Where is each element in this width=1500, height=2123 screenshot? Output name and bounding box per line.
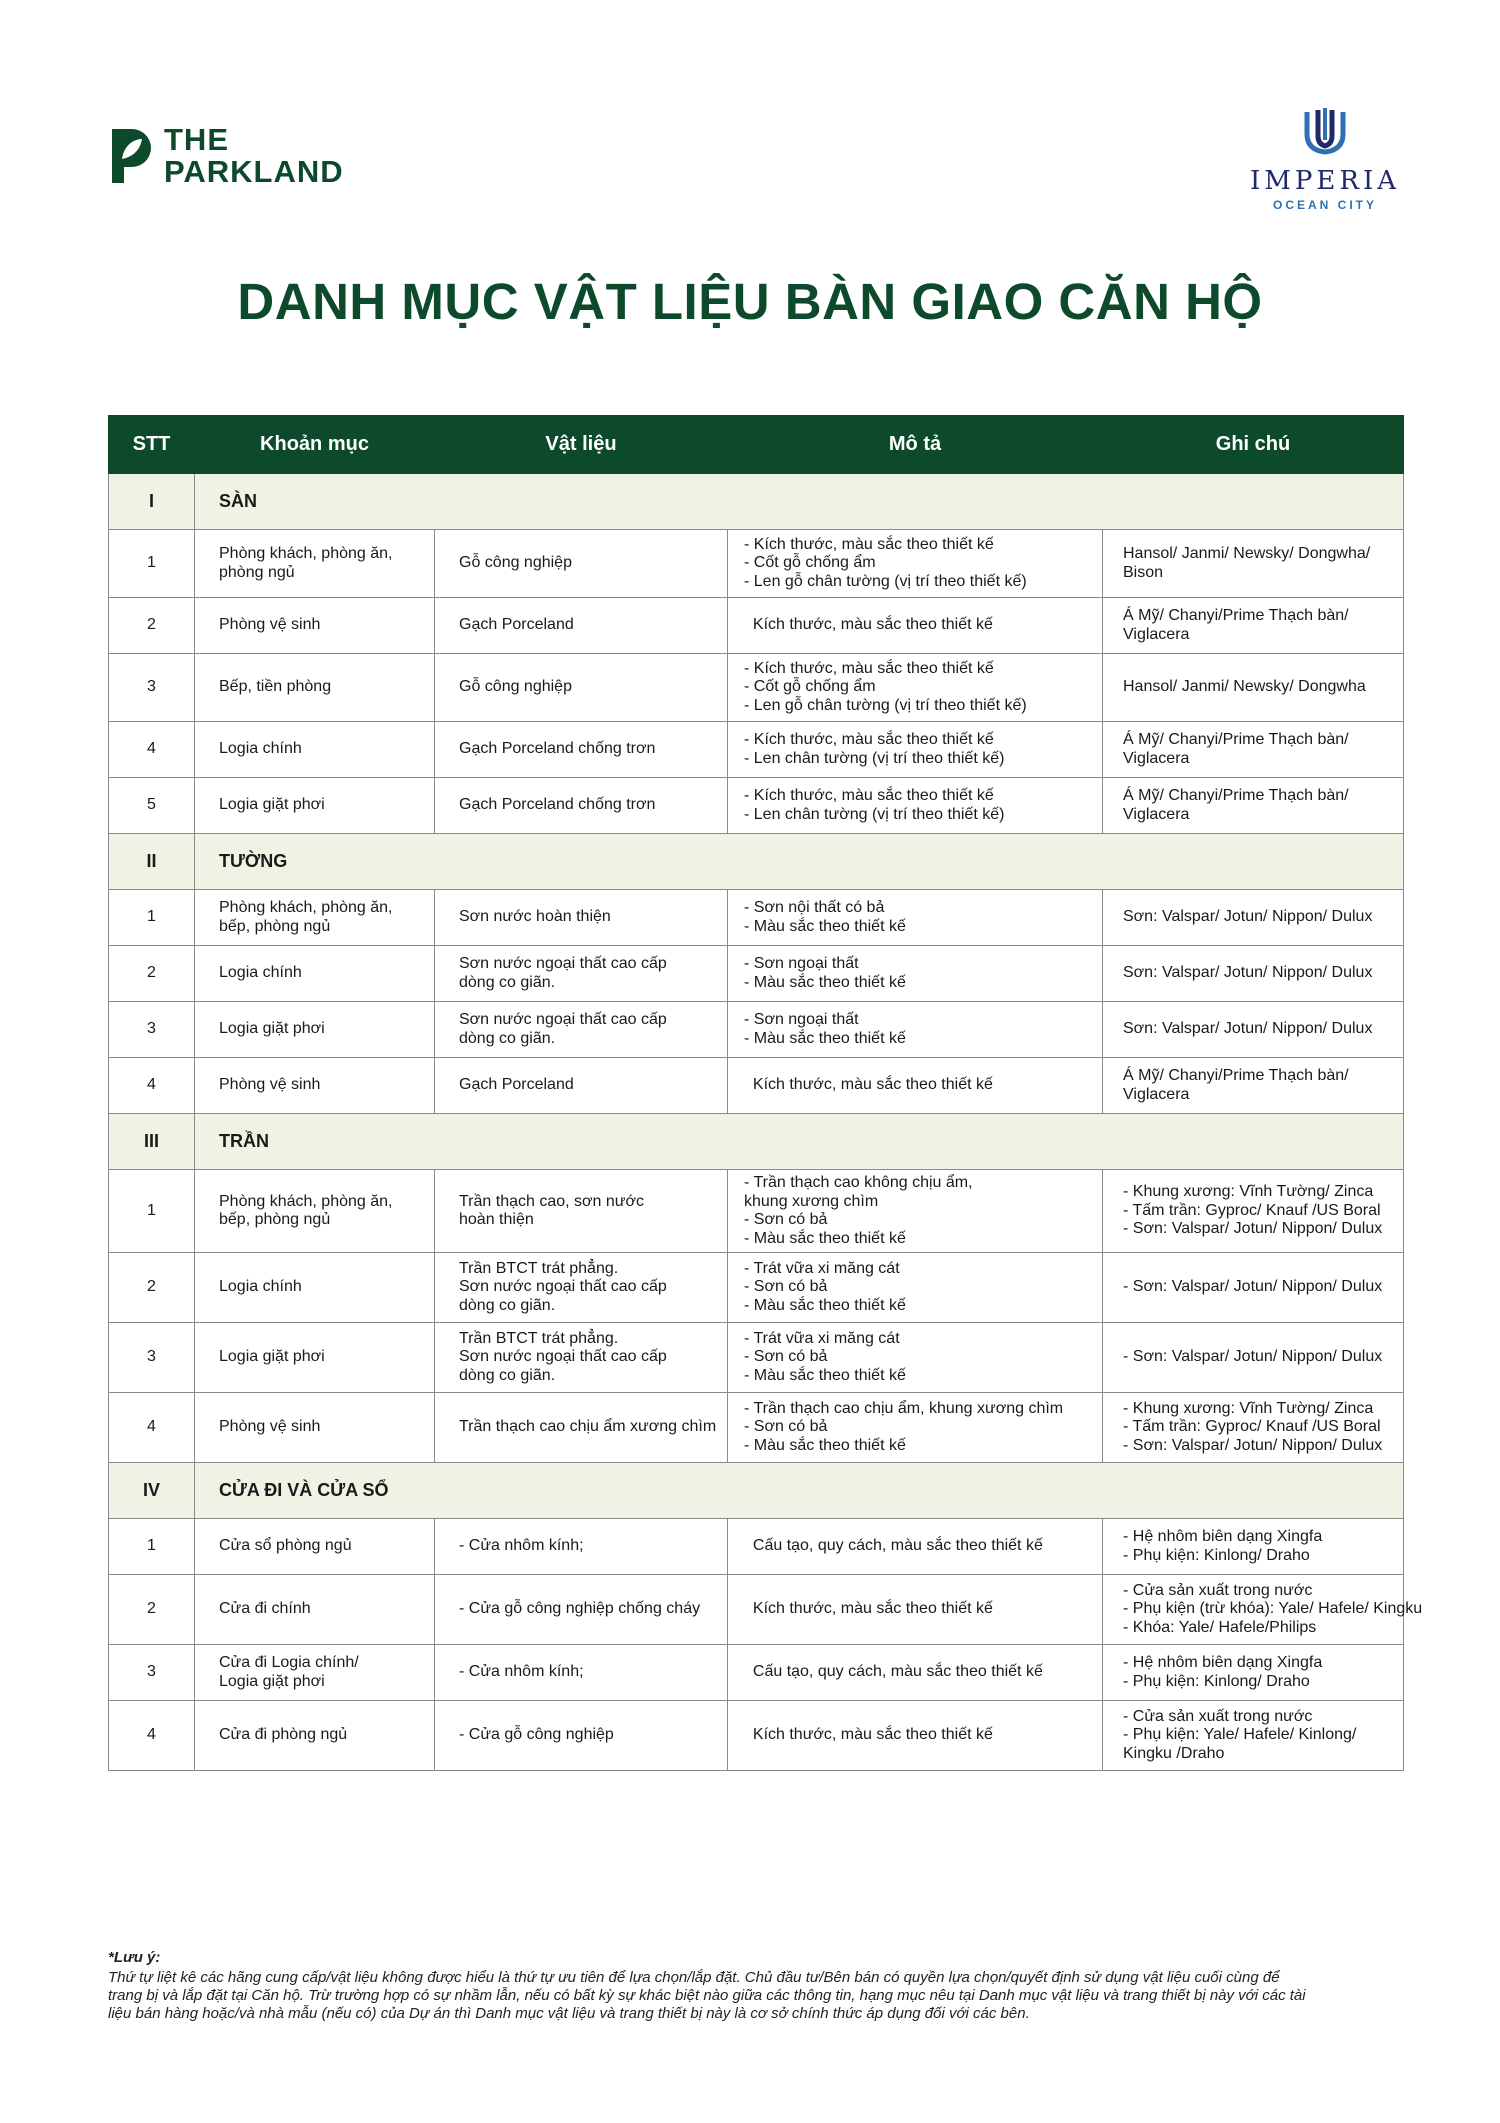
- note-cell-line: Á Mỹ/ Chanyi/Prime Thạch bàn/: [1123, 607, 1349, 624]
- table-row: [109, 654, 1404, 722]
- material-cell: [435, 1393, 728, 1463]
- note-cell-line: Á Mỹ/ Chanyi/Prime Thạch bàn/: [1123, 731, 1349, 748]
- footnote-line: liệu bán hàng hoặc/và nhà mẫu (nếu có) của Dự án thì Danh mục vật liệu và trang thiết bị này là cơ sở chính thức áp dụng đối với các bên.: [108, 2005, 1030, 2022]
- material-cell-line: Trần thạch cao chịu ẩm xương chìm: [459, 1418, 717, 1436]
- table-row: [109, 1323, 1404, 1393]
- note-cell: [1103, 890, 1404, 946]
- section-number: I: [109, 474, 195, 530]
- material-cell: [435, 1519, 728, 1575]
- description-cell-line: - Len gỗ chân tường (vị trí theo thiết kế): [744, 696, 1027, 714]
- item-cell: [195, 1002, 435, 1058]
- material-cell-line: dòng co giãn.: [459, 1029, 556, 1047]
- description-cell: [728, 1058, 1103, 1114]
- material-cell: [435, 1701, 728, 1771]
- table-row: [109, 778, 1404, 834]
- section-row: [109, 834, 1404, 890]
- material-cell-line: Gạch Porceland: [459, 1076, 574, 1094]
- row-stt: 1: [109, 1170, 195, 1253]
- material-cell: [435, 598, 728, 654]
- material-cell-line: - Cửa nhôm kính;: [459, 1537, 584, 1555]
- note-cell: [1103, 1393, 1404, 1463]
- description-cell-line: - Len chân tường (vị trí theo thiết kế): [744, 749, 1005, 767]
- row-stt: 2: [109, 946, 195, 1002]
- the-parkland-logo: [108, 124, 344, 188]
- note-cell-line: Hansol/ Janmi/ Newsky/ Dongwha: [1123, 678, 1366, 696]
- row-stt: 3: [109, 654, 195, 722]
- imperia-brand: IMPERIA: [1250, 166, 1400, 196]
- table-row: [109, 530, 1404, 598]
- note-cell-line: Sơn: Valspar/ Jotun/ Nippon/ Dulux: [1123, 1020, 1373, 1038]
- material-cell-line: dòng co giãn.: [459, 1366, 556, 1384]
- description-cell: [728, 1170, 1103, 1253]
- section-title: TRẦN: [195, 1114, 1404, 1170]
- item-cell-line: Logia giặt phơi: [219, 1020, 325, 1038]
- note-cell-line: Viglacera: [1123, 1085, 1190, 1103]
- note-cell-line: - Hệ nhôm biên dạng Xingfa: [1123, 1528, 1323, 1545]
- material-cell-line: Sơn nước ngoại thất cao cấp: [459, 1011, 667, 1028]
- description-cell-line: Cấu tạo, quy cách, màu sắc theo thiết kế: [744, 1537, 1043, 1555]
- material-cell-line: hoàn thiện: [459, 1211, 534, 1228]
- description-cell-line: - Kích thước, màu sắc theo thiết kế: [744, 787, 994, 804]
- item-cell: [195, 946, 435, 1002]
- description-cell-line: - Sơn có bả: [744, 1278, 828, 1296]
- description-cell: [728, 1002, 1103, 1058]
- item-cell-line: phòng ngủ: [219, 563, 295, 581]
- table-row: [109, 1393, 1404, 1463]
- note-cell-line: Á Mỹ/ Chanyi/Prime Thạch bàn/: [1123, 787, 1349, 804]
- note-cell-line: - Khung xương: Vĩnh Tường/ Zinca: [1123, 1183, 1374, 1201]
- material-cell: [435, 1575, 728, 1645]
- table-row: [109, 1701, 1404, 1771]
- description-cell-line: khung xương chìm: [744, 1192, 879, 1210]
- description-cell: [728, 1253, 1103, 1323]
- item-cell: [195, 1058, 435, 1114]
- material-cell-line: - Cửa nhôm kính;: [459, 1663, 584, 1681]
- note-cell-line: - Hệ nhôm biên dạng Xingfa: [1123, 1654, 1323, 1671]
- row-stt: 2: [109, 598, 195, 654]
- note-cell: [1103, 598, 1404, 654]
- note-cell: [1103, 530, 1404, 598]
- item-cell-line: Phòng khách, phòng ăn,: [219, 899, 393, 916]
- description-cell: [728, 778, 1103, 834]
- material-cell-line: Gạch Porceland: [459, 616, 574, 634]
- row-stt: 5: [109, 778, 195, 834]
- item-cell: [195, 890, 435, 946]
- row-stt: 3: [109, 1002, 195, 1058]
- item-cell: [195, 530, 435, 598]
- table-row: [109, 1170, 1404, 1253]
- material-cell-line: Gạch Porceland chống trơn: [459, 740, 656, 758]
- row-stt: 2: [109, 1253, 195, 1323]
- description-cell-line: - Màu sắc theo thiết kế: [744, 1366, 906, 1384]
- description-cell-line: Kích thước, màu sắc theo thiết kế: [744, 1726, 993, 1744]
- note-cell: [1103, 1323, 1404, 1393]
- description-cell-line: - Kích thước, màu sắc theo thiết kế: [744, 535, 994, 553]
- header-material: Vật liệu: [435, 416, 728, 474]
- item-cell-line: Phòng vệ sinh: [219, 1418, 321, 1436]
- note-cell-line: - Phụ kiện (trừ khóa): Yale/ Hafele/ Kingku: [1123, 1600, 1423, 1618]
- table-row: [109, 1645, 1404, 1701]
- note-cell-line: Sơn: Valspar/ Jotun/ Nippon/ Dulux: [1123, 964, 1373, 982]
- description-cell-line: - Kích thước, màu sắc theo thiết kế: [744, 659, 994, 677]
- note-cell: [1103, 1575, 1423, 1645]
- section-row: [109, 474, 1404, 530]
- material-cell-line: Sơn nước hoàn thiện: [459, 908, 611, 926]
- header-note: Ghi chú: [1103, 416, 1404, 474]
- material-cell: [435, 530, 728, 598]
- description-cell: [728, 654, 1103, 722]
- description-cell-line: - Trần thạch cao chịu ẩm, khung xương chìm: [744, 1399, 1064, 1417]
- page-title: DANH MỤC VẬT LIỆU BÀN GIAO CĂN HỘ: [237, 273, 1263, 330]
- description-cell: [728, 946, 1103, 1002]
- table-row: [109, 1575, 1404, 1645]
- note-cell-line: Viglacera: [1123, 749, 1190, 767]
- item-cell-line: Logia chính: [219, 964, 302, 982]
- item-cell-line: Cửa đi Logia chính/: [219, 1654, 359, 1671]
- note-cell: [1103, 778, 1404, 834]
- material-cell: [435, 778, 728, 834]
- item-cell-line: Bếp, tiền phòng: [219, 678, 332, 696]
- imperia-logo: [1250, 106, 1400, 212]
- table-row: [109, 946, 1404, 1002]
- note-cell-line: Viglacera: [1123, 805, 1190, 823]
- row-stt: 4: [109, 1058, 195, 1114]
- material-cell-line: Sơn nước ngoại thất cao cấp: [459, 1278, 667, 1296]
- description-cell-line: - Màu sắc theo thiết kế: [744, 917, 906, 935]
- material-cell-line: Gạch Porceland chống trơn: [459, 796, 656, 814]
- material-cell-line: Trần BTCT trát phẳng.: [459, 1329, 619, 1347]
- description-cell-line: Kích thước, màu sắc theo thiết kế: [744, 616, 993, 634]
- material-cell-line: Gỗ công nghiệp: [459, 678, 572, 696]
- row-stt: 3: [109, 1645, 195, 1701]
- table-row: [109, 1253, 1404, 1323]
- material-cell-line: Sơn nước ngoại thất cao cấp: [459, 1348, 667, 1366]
- item-cell-line: Logia giặt phơi: [219, 796, 325, 814]
- description-cell: [728, 1519, 1103, 1575]
- description-cell-line: - Trát vữa xi măng cát: [744, 1259, 900, 1277]
- note-cell-line: - Sơn: Valspar/ Jotun/ Nippon/ Dulux: [1123, 1348, 1383, 1366]
- row-stt: 3: [109, 1323, 195, 1393]
- item-cell: [195, 1170, 435, 1253]
- note-cell-line: Á Mỹ/ Chanyi/Prime Thạch bàn/: [1123, 1067, 1349, 1084]
- section-row: [109, 1463, 1404, 1519]
- footnote-line: trang bị và lắp đặt tại Căn hộ. Trừ trường hợp có sự nhầm lẫn, nếu có bất kỳ sự khác biệt nào giữa các thông tin, hạng mục nêu tại Danh mục vật liệu và trang thiết bị này với các tài: [108, 1987, 1306, 2004]
- item-cell-line: bếp, phòng ngủ: [219, 917, 331, 935]
- section-title: CỬA ĐI VÀ CỬA SỔ: [195, 1463, 1404, 1519]
- note-cell-line: - Sơn: Valspar/ Jotun/ Nippon/ Dulux: [1123, 1436, 1383, 1454]
- table-row: [109, 1058, 1404, 1114]
- item-cell: [195, 722, 435, 778]
- row-stt: 1: [109, 890, 195, 946]
- note-cell: [1103, 1058, 1404, 1114]
- material-cell: [435, 1323, 728, 1393]
- description-cell: [728, 1645, 1103, 1701]
- description-cell-line: Kích thước, màu sắc theo thiết kế: [744, 1600, 993, 1618]
- description-cell: [728, 530, 1103, 598]
- material-cell-line: dòng co giãn.: [459, 973, 556, 991]
- description-cell: [728, 722, 1103, 778]
- header-item: Khoản mục: [195, 416, 435, 474]
- note-cell: [1103, 1519, 1404, 1575]
- material-cell: [435, 1058, 728, 1114]
- item-cell-line: Cửa sổ phòng ngủ: [219, 1537, 352, 1555]
- item-cell-line: Logia chính: [219, 1278, 302, 1296]
- header-description: Mô tả: [728, 416, 1103, 474]
- material-cell-line: dòng co giãn.: [459, 1296, 556, 1314]
- row-stt: 4: [109, 722, 195, 778]
- imperia-sub: OCEAN CITY: [1272, 198, 1377, 212]
- logo-line-1: THE: [164, 122, 229, 157]
- item-cell: [195, 1323, 435, 1393]
- description-cell-line: - Màu sắc theo thiết kế: [744, 1436, 906, 1454]
- note-cell-line: - Khóa: Yale/ Hafele/Philips: [1123, 1618, 1317, 1636]
- material-cell: [435, 1253, 728, 1323]
- note-cell-line: Hansol/ Janmi/ Newsky/ Dongwha/: [1123, 545, 1371, 562]
- description-cell-line: - Sơn ngoại thất: [744, 1011, 859, 1028]
- description-cell-line: - Sơn có bả: [744, 1211, 828, 1228]
- row-stt: 4: [109, 1701, 195, 1771]
- material-cell: [435, 654, 728, 722]
- description-cell-line: - Len gỗ chân tường (vị trí theo thiết kế): [744, 572, 1027, 590]
- imperia-emblem-icon: [1301, 106, 1349, 156]
- item-cell-line: Logia giặt phơi: [219, 1672, 325, 1690]
- footnote-line: Thứ tự liệt kê các hãng cung cấp/vật liệu không được hiểu là thứ tự ưu tiên để lựa chọn/lắp đặt. Chủ đầu tư/Bên bán có quyền lựa chọn/quyết định sử dụng vật liệu cuối cùng để: [108, 1969, 1280, 1986]
- description-cell: [728, 1701, 1103, 1771]
- description-cell-line: - Len chân tường (vị trí theo thiết kế): [744, 805, 1005, 823]
- materials-table: [108, 415, 1423, 1771]
- row-stt: 4: [109, 1393, 195, 1463]
- description-cell-line: - Kích thước, màu sắc theo thiết kế: [744, 731, 994, 748]
- item-cell-line: Phòng vệ sinh: [219, 616, 321, 634]
- note-cell-line: - Tấm trần: Gyproc/ Knauf /US Boral: [1123, 1201, 1381, 1219]
- material-cell-line: Sơn nước ngoại thất cao cấp: [459, 955, 667, 972]
- note-cell-line: Kingku /Draho: [1123, 1744, 1225, 1762]
- description-cell-line: - Cốt gỗ chống ẩm: [744, 554, 876, 572]
- note-cell-line: - Phụ kiện: Yale/ Hafele/ Kinlong/: [1123, 1726, 1357, 1744]
- description-cell-line: Cấu tạo, quy cách, màu sắc theo thiết kế: [744, 1663, 1043, 1681]
- description-cell-line: - Trần thạch cao không chịu ẩm,: [744, 1174, 973, 1191]
- note-cell: [1103, 1645, 1404, 1701]
- note-cell-line: Sơn: Valspar/ Jotun/ Nippon/ Dulux: [1123, 908, 1373, 926]
- note-cell: [1103, 946, 1404, 1002]
- material-cell: [435, 1170, 728, 1253]
- material-cell: [435, 890, 728, 946]
- table-row: [109, 1002, 1404, 1058]
- note-cell-line: - Cửa sản xuất trong nước: [1123, 1707, 1313, 1725]
- note-cell: [1103, 1170, 1404, 1253]
- table-row: [109, 722, 1404, 778]
- description-cell: [728, 890, 1103, 946]
- note-cell: [1103, 1701, 1404, 1771]
- description-cell-line: Kích thước, màu sắc theo thiết kế: [744, 1076, 993, 1094]
- item-cell: [195, 778, 435, 834]
- note-cell: [1103, 722, 1404, 778]
- material-cell-line: Gỗ công nghiệp: [459, 554, 572, 572]
- description-cell: [728, 1323, 1103, 1393]
- note-cell: [1103, 1002, 1404, 1058]
- table-row: [109, 1519, 1404, 1575]
- item-cell-line: bếp, phòng ngủ: [219, 1211, 331, 1228]
- footnote-title: *Lưu ý:: [108, 1949, 161, 1966]
- row-stt: 2: [109, 1575, 195, 1645]
- item-cell-line: Cửa đi phòng ngủ: [219, 1726, 348, 1744]
- material-cell-line: - Cửa gỗ công nghiệp chống cháy: [459, 1600, 701, 1618]
- description-cell-line: - Cốt gỗ chống ẩm: [744, 678, 876, 696]
- description-cell-line: - Sơn có bả: [744, 1418, 828, 1436]
- footnote: [108, 1949, 1408, 2023]
- description-cell-line: - Sơn ngoại thất: [744, 955, 859, 972]
- description-cell-line: - Sơn nội thất có bả: [744, 899, 885, 916]
- note-cell-line: - Sơn: Valspar/ Jotun/ Nippon/ Dulux: [1123, 1278, 1383, 1296]
- section-title: SÀN: [195, 474, 1404, 530]
- item-cell: [195, 1645, 435, 1701]
- note-cell-line: - Tấm trần: Gyproc/ Knauf /US Boral: [1123, 1418, 1381, 1436]
- item-cell: [195, 1393, 435, 1463]
- note-cell-line: Viglacera: [1123, 625, 1190, 643]
- item-cell: [195, 1575, 435, 1645]
- item-cell-line: Phòng khách, phòng ăn,: [219, 545, 393, 562]
- row-stt: 1: [109, 530, 195, 598]
- description-cell-line: - Màu sắc theo thiết kế: [744, 973, 906, 991]
- material-cell-line: Trần thạch cao, sơn nước: [459, 1192, 644, 1210]
- note-cell: [1103, 1253, 1404, 1323]
- description-cell: [728, 1393, 1103, 1463]
- item-cell-line: Phòng khách, phòng ăn,: [219, 1192, 393, 1210]
- section-number: IV: [109, 1463, 195, 1519]
- item-cell: [195, 654, 435, 722]
- description-cell-line: - Màu sắc theo thiết kế: [744, 1029, 906, 1047]
- section-title: TƯỜNG: [195, 834, 1404, 890]
- description-cell-line: - Sơn có bả: [744, 1348, 828, 1366]
- note-cell-line: - Phụ kiện: Kinlong/ Draho: [1123, 1672, 1310, 1690]
- item-cell-line: Logia giặt phơi: [219, 1348, 325, 1366]
- item-cell-line: Phòng vệ sinh: [219, 1076, 321, 1094]
- note-cell: [1103, 654, 1404, 722]
- note-cell-line: - Phụ kiện: Kinlong/ Draho: [1123, 1546, 1310, 1564]
- material-cell-line: - Cửa gỗ công nghiệp: [459, 1726, 614, 1744]
- item-cell: [195, 1701, 435, 1771]
- description-cell-line: - Màu sắc theo thiết kế: [744, 1296, 906, 1314]
- item-cell: [195, 1519, 435, 1575]
- material-cell: [435, 722, 728, 778]
- material-cell: [435, 1645, 728, 1701]
- section-number: II: [109, 834, 195, 890]
- parkland-leaf-icon: [108, 125, 154, 187]
- section-row: [109, 1114, 1404, 1170]
- material-cell: [435, 946, 728, 1002]
- item-cell: [195, 598, 435, 654]
- item-cell-line: Cửa đi chính: [219, 1600, 311, 1618]
- description-cell: [728, 598, 1103, 654]
- header-stt: STT: [109, 416, 195, 474]
- note-cell-line: Bison: [1123, 563, 1164, 581]
- note-cell-line: - Khung xương: Vĩnh Tường/ Zinca: [1123, 1399, 1374, 1417]
- note-cell-line: - Cửa sản xuất trong nước: [1123, 1581, 1313, 1599]
- item-cell-line: Logia chính: [219, 740, 302, 758]
- section-number: III: [109, 1114, 195, 1170]
- material-cell: [435, 1002, 728, 1058]
- material-cell-line: Trần BTCT trát phẳng.: [459, 1259, 619, 1277]
- row-stt: 1: [109, 1519, 195, 1575]
- description-cell-line: - Màu sắc theo thiết kế: [744, 1229, 906, 1247]
- description-cell-line: - Trát vữa xi măng cát: [744, 1329, 900, 1347]
- note-cell-line: - Sơn: Valspar/ Jotun/ Nippon/ Dulux: [1123, 1220, 1383, 1238]
- item-cell: [195, 1253, 435, 1323]
- table-header-row: [109, 416, 1404, 474]
- table-row: [109, 890, 1404, 946]
- logo-line-2: PARKLAND: [164, 154, 344, 189]
- table-row: [109, 598, 1404, 654]
- description-cell: [728, 1575, 1103, 1645]
